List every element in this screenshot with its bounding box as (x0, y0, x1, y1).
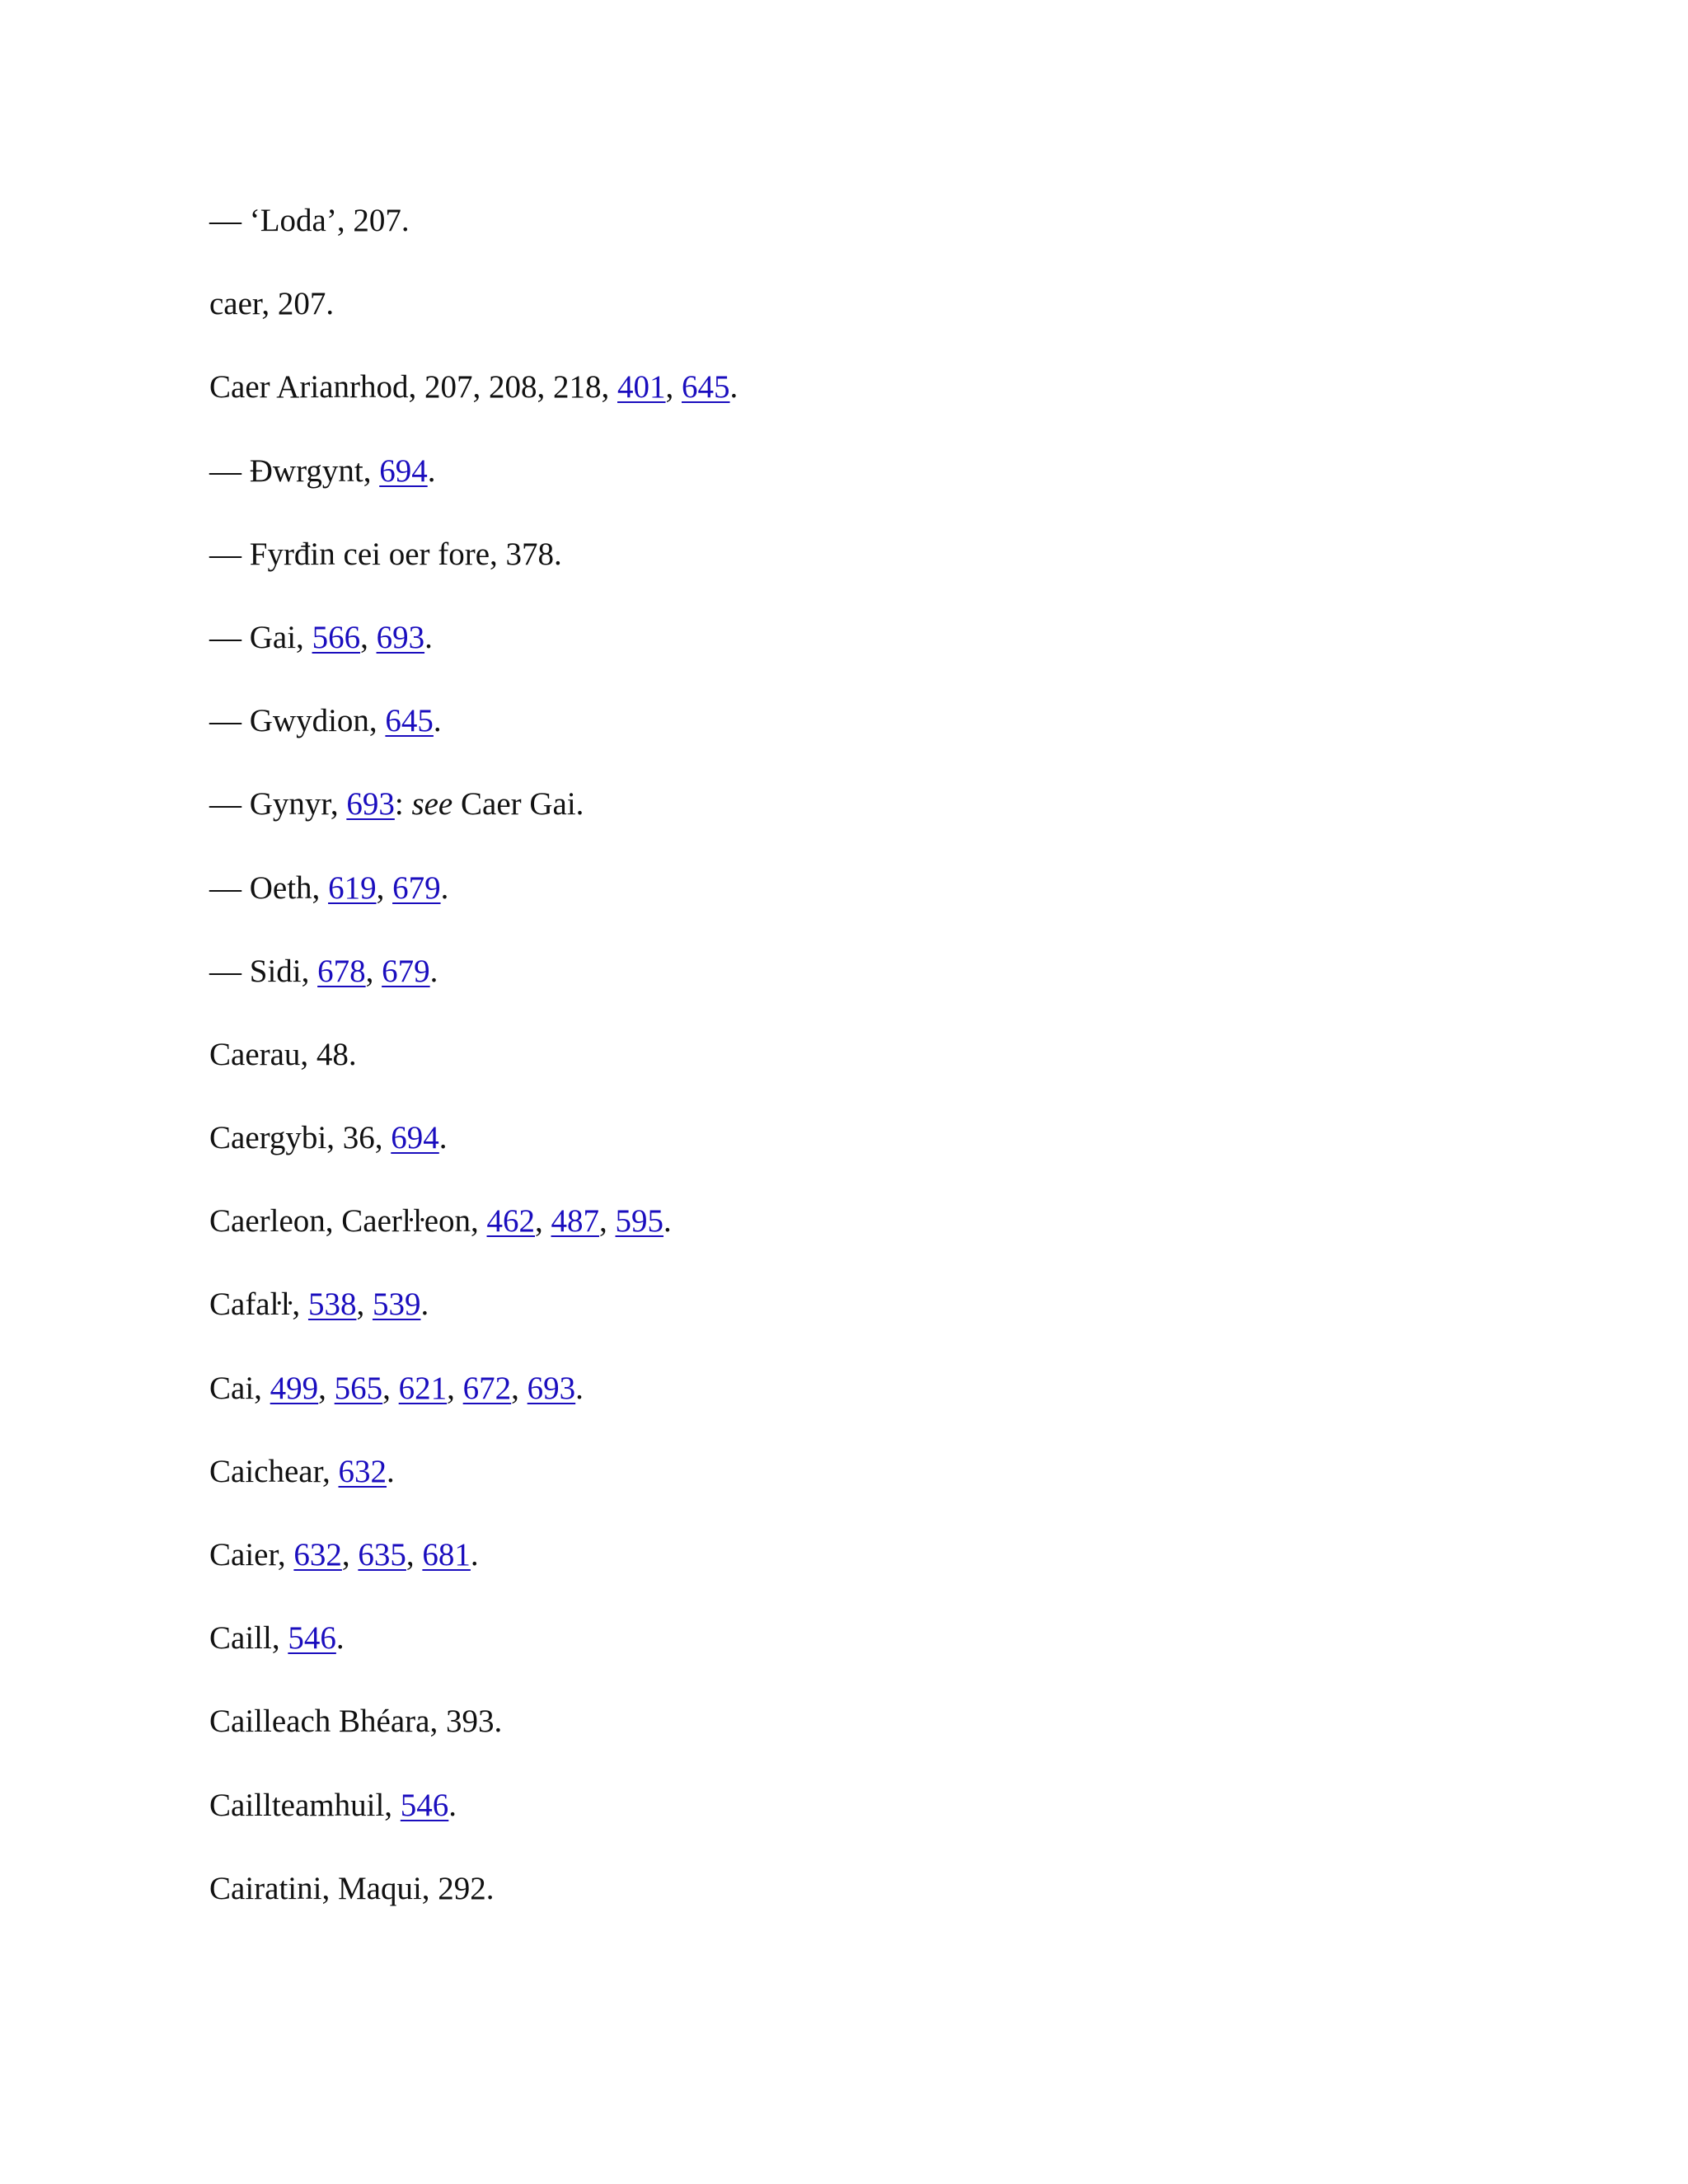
page-reference-link[interactable]: 679 (392, 869, 441, 906)
entry-text: , (341, 1537, 359, 1572)
entry-text: , (599, 1203, 616, 1240)
page-reference-link[interactable]: 693 (346, 786, 395, 823)
page-reference-link[interactable]: 678 (317, 953, 366, 989)
index-entry (209, 530, 1611, 613)
entry-text: , (511, 1370, 528, 1406)
page-reference-link[interactable]: 632 (338, 1453, 387, 1489)
index-entry (209, 1030, 1611, 1113)
page-reference-link[interactable]: 645 (385, 703, 434, 739)
entry-text: Cai, (209, 1370, 270, 1406)
entry-text: . (424, 619, 433, 655)
page-reference-link[interactable]: 621 (398, 1370, 448, 1406)
index-entry (209, 1280, 1611, 1363)
page-reference-link[interactable]: 693 (376, 619, 425, 655)
page-reference-link[interactable]: 693 (527, 1370, 576, 1406)
entry-text: Caier, (209, 1537, 294, 1572)
entry-text: , (447, 1370, 463, 1406)
entry-text: . (575, 1370, 584, 1406)
index-entry (209, 1197, 1611, 1280)
entry-text: , (665, 369, 682, 405)
entry-text: Caer Gai. (452, 786, 584, 823)
entry-text: Caichear, (209, 1453, 339, 1489)
entry-text: Cafaŀŀ, (209, 1286, 308, 1323)
index-entry (209, 696, 1611, 780)
entry-text: . (433, 703, 442, 739)
entry-text: . (429, 953, 438, 989)
index-entry-list (209, 196, 1611, 1947)
page-reference-link[interactable]: 487 (551, 1203, 600, 1240)
index-entry (209, 1614, 1611, 1697)
entry-text: — ‘Loda’, 207. (209, 203, 410, 238)
page-reference-link[interactable]: 566 (312, 619, 361, 655)
entry-text: , (360, 619, 377, 655)
entry-text: Caerau, 48. (209, 1036, 357, 1072)
entry-text: — Oeth, (209, 869, 329, 906)
page-reference-link[interactable]: 401 (617, 369, 666, 405)
index-entry (209, 613, 1611, 696)
index-entry (209, 196, 1611, 279)
entry-text: . (663, 1203, 672, 1240)
page-reference-link[interactable]: 539 (372, 1286, 421, 1323)
page-reference-link[interactable]: 645 (682, 369, 730, 405)
entry-text: , (535, 1203, 551, 1240)
index-entry (209, 1781, 1611, 1864)
entry-text: Caillteamhuil, (209, 1787, 401, 1823)
index-entry (209, 1364, 1611, 1447)
index-entry (209, 1113, 1611, 1197)
page-reference-link[interactable]: 546 (400, 1787, 449, 1823)
entry-text: , (318, 1370, 335, 1406)
page-reference-link[interactable]: 565 (334, 1370, 383, 1406)
entry-text: — Gai, (209, 619, 312, 655)
index-entry (209, 279, 1611, 363)
page-reference-link[interactable]: 679 (382, 953, 430, 989)
entry-text: . (420, 1286, 429, 1323)
index-entry (209, 447, 1611, 530)
entry-text: — Fyrđin cei oer fore, 378. (209, 536, 562, 572)
entry-text: . (335, 1620, 345, 1657)
entry-text: . (438, 1120, 448, 1156)
page-reference-link[interactable]: 595 (615, 1203, 664, 1240)
entry-text: Caill, (209, 1620, 288, 1657)
page-reference-link[interactable]: 694 (379, 452, 428, 489)
entry-text: : (394, 786, 412, 823)
entry-text: — Gwydion, (209, 703, 386, 739)
entry-text: , (382, 1370, 399, 1406)
entry-text: , (365, 953, 382, 989)
page-reference-link[interactable]: 499 (270, 1370, 319, 1406)
entry-text: . (440, 869, 449, 906)
entry-text: , (356, 1286, 373, 1323)
entry-text: Caer Arianrhod, 207, 208, 218, (209, 369, 618, 405)
page-reference-link[interactable]: 538 (307, 1286, 357, 1323)
entry-text: . (387, 1453, 395, 1489)
index-entry (209, 1530, 1611, 1614)
page-reference-link[interactable]: 635 (358, 1537, 406, 1572)
index-entry (209, 1864, 1611, 1947)
page-reference-link[interactable]: 672 (462, 1370, 512, 1406)
page-reference-link[interactable]: 546 (288, 1620, 336, 1657)
index-entry (209, 363, 1611, 446)
index-entry (209, 947, 1611, 1030)
index-entry (209, 1447, 1611, 1530)
page-reference-link[interactable]: 619 (328, 869, 377, 906)
entry-text: — Gynyr, (209, 786, 347, 823)
page-reference-link[interactable]: 632 (293, 1537, 342, 1572)
entry-text: caer, 207. (209, 286, 335, 322)
index-page (209, 196, 1611, 1947)
page-reference-link[interactable]: 694 (391, 1120, 439, 1156)
entry-text: Cairatini, Maqui, 292. (209, 1870, 495, 1906)
entry-text: Cailleach Bhéara, 393. (209, 1704, 503, 1740)
index-entry (209, 1697, 1611, 1780)
cross-reference-term: see (411, 786, 453, 823)
index-entry (209, 864, 1611, 947)
entry-text: . (427, 452, 436, 489)
entry-text: , (376, 869, 393, 906)
index-entry (209, 780, 1611, 863)
entry-text: . (729, 369, 738, 405)
entry-text: . (448, 1787, 457, 1823)
entry-text: Caergybi, 36, (209, 1120, 392, 1156)
page-reference-link[interactable]: 681 (422, 1537, 471, 1572)
entry-text: . (470, 1537, 479, 1572)
entry-text: — Sidi, (209, 953, 318, 989)
entry-text: Caerleon, Caerŀŀeon, (209, 1203, 487, 1240)
entry-text: , (406, 1537, 423, 1572)
entry-text: — Ðwrgynt, (209, 452, 380, 489)
page-reference-link[interactable]: 462 (486, 1203, 536, 1240)
